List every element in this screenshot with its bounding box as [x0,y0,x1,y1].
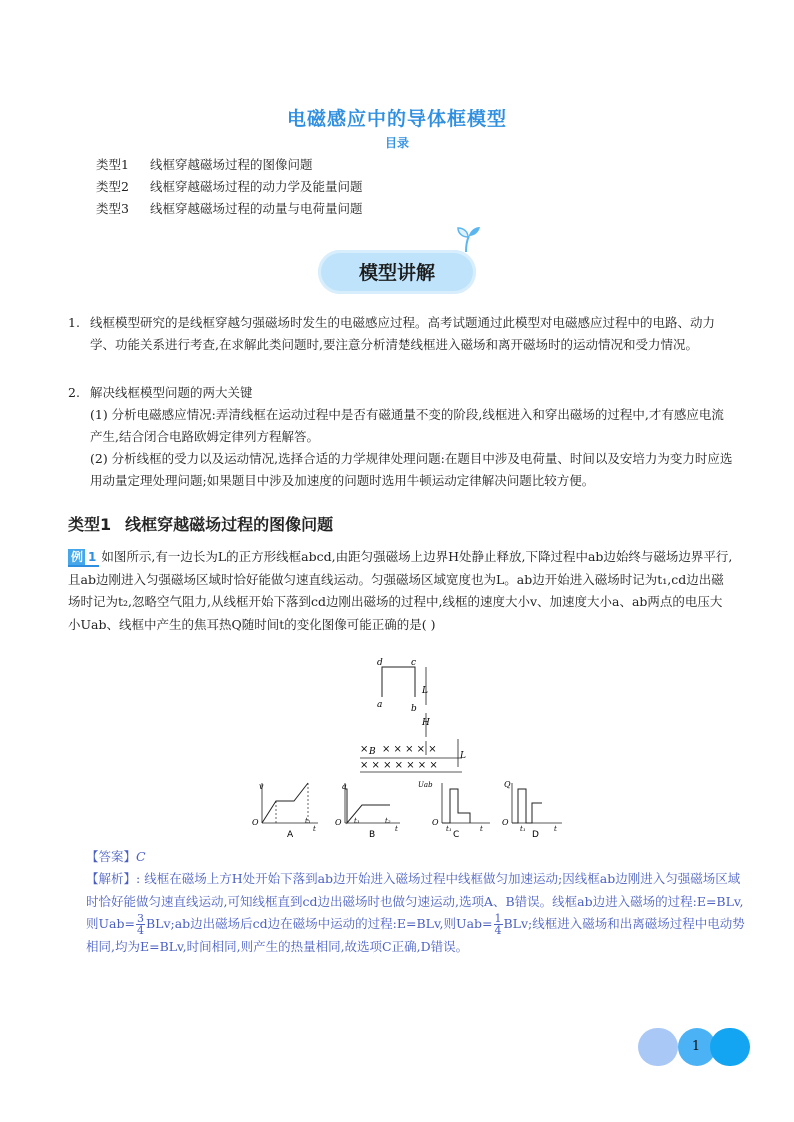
label-H: H [422,718,430,728]
page-number-badge [638,1028,750,1066]
point-number: 1. [68,315,80,330]
decor-circle [638,1028,678,1066]
toc-item-text: 线框穿越磁场过程的图像问题 [150,157,313,172]
toc-item-text: 线框穿越磁场过程的动力学及能量问题 [150,179,363,194]
analysis-text-3: BLv;线框进入磁场和出离磁场过程中电动势相同,均为E=BLv,时间相同,则产生的热量相同,故选项C正确,D错误。 [86,916,745,954]
graph-origin: O [335,818,342,827]
point-number: 2. [68,385,80,400]
analysis-text-2: BLv;ab边出磁场后cd边在磁场中运动的过程:E=BLv,则Uab= [145,916,493,931]
graph-D [502,780,562,840]
graph-t: t [480,825,483,833]
example-number: 1 [85,549,99,567]
problem-figure [250,655,570,840]
toc-item [96,198,363,220]
label-c: c [411,658,417,668]
option-label: A [287,830,294,840]
point-text: 线框模型研究的是线框穿越匀强磁场时发生的电磁感应过程。高考试题通过此模型对电磁感应过程中的电路、动力学、功能关系进行考查,在求解此类问题时,要注意分析清楚线框进入磁场和离开磁场时的运动情况和受力情况。 [90,315,716,352]
table-of-contents [96,154,363,220]
toc-item [96,154,363,176]
point-1 [68,312,728,356]
graph-origin: O [502,818,509,827]
label-B: B [369,747,376,757]
graph-t: t [554,825,557,833]
field-cross-mark: × × × × × [382,744,437,755]
label-a: a [377,700,383,710]
graph-t1: t₁ [305,817,311,825]
point-sub-1: (1) 分析电磁感应情况:弄清线框在运动过程中是否有磁通量不变的阶段,线框进入和穿出磁场的过程中,才有感应电流产生,结合闭合电路欧姆定律列方程解答。 [90,407,724,444]
section-heading [68,512,333,535]
graph-axis-label: Uab [418,781,433,789]
graph-origin: O [252,818,259,827]
field-cross-mark: × × × × × × × [360,760,438,771]
graph-origin: O [432,818,439,827]
label-b: b [411,704,417,714]
point-sub-2: (2) 分析线框的受力以及运动情况,选择合适的力学规律处理问题:在题目中涉及电荷量、时间以及安培力为变力时应选用动量定理处理问题;如果题目中涉及加速度的问题时选用牛顿运动定律解决问题比较方便。 [90,451,733,488]
fraction-denominator: 4 [494,924,502,937]
decor-circle [710,1028,750,1066]
option-label: B [369,830,376,840]
example-text: 如图所示,有一边长为L的正方形线框abcd,由距匀强磁场上边界H处静止释放,下降过程中ab边始终与磁场边界平行,且ab边刚进入匀强磁场区域时恰好能做匀速直线运动。匀强磁场区域宽度也为L。ab边开始进入磁场时记为t₁,cd边出磁场时记为t₂,忽略空气阻力,从线框开始下落到cd边刚出磁场的过程中,线框的速度大小v、加速度大小a、ab两点的电压大小Uab、线框中产生的焦耳热Q随时间t的变化图像可能正确的是( ) [68,549,733,632]
analysis-label: 【解析】: [86,871,141,886]
graph-B [335,782,400,840]
answer [86,846,736,867]
toc-item-num: 类型3 [96,201,129,216]
fraction-one-quarter [494,913,503,936]
option-label: C [453,830,460,840]
fraction-numerator: 3 [136,912,144,925]
graph-axis-label: v [259,782,264,791]
field-cross-marks: × [360,744,369,755]
answer-label: 【答案】 [86,849,137,864]
graph-t1: t₁ [520,825,526,833]
graph-axis-label: Q [504,780,511,789]
answer-value: C [136,849,146,864]
graph-t1: t₁ [446,825,452,833]
example-1 [68,546,734,636]
point-2 [68,382,734,492]
fraction-numerator: 1 [494,912,502,925]
fraction-denominator: 4 [136,924,144,937]
toc-item-num: 类型2 [96,179,129,194]
toc-label: 目录 [384,136,409,150]
point-heading: 解决线框模型问题的两大关键 [90,385,253,400]
graph-C [418,781,490,840]
graph-t2: t₂ [385,817,391,825]
graph-t: t [395,825,398,833]
section-num: 类型1 [68,515,112,534]
example-badge: 例 [68,549,85,567]
section-title: 线框穿越磁场过程的图像问题 [125,515,334,534]
analysis-text-1: 线框在磁场上方H处开始下落到ab边开始进入磁场过程中线框做匀加速运动;因线框ab边刚进入匀强磁场区域时恰好能做匀速直线运动,可知线框直到cd边出磁场时也做匀速运动,选项A、B错误。线框ab边进入磁场的过程:E=BLv,则Uab= [86,871,744,931]
graph-axis-label: a [342,782,347,791]
graph-t: t [313,825,316,833]
page-number: 1 [691,1039,701,1054]
graph-t1: t₁ [354,817,360,825]
toc-item-text: 线框穿越磁场过程的动量与电荷量问题 [150,201,363,216]
label-L: L [422,686,428,696]
toc-item [96,176,363,198]
label-d: d [377,658,383,668]
graph-A [252,782,318,840]
banner-title: 模型讲解 [358,262,435,284]
wire-frame [382,667,415,697]
section-banner [318,246,478,298]
fraction-three-quarters [136,913,145,936]
document-title: 电磁感应中的导体框模型 [286,108,507,130]
option-label: D [532,830,539,840]
analysis [86,868,752,959]
toc-item-num: 类型1 [96,157,129,172]
label-L-field: L [460,751,466,761]
